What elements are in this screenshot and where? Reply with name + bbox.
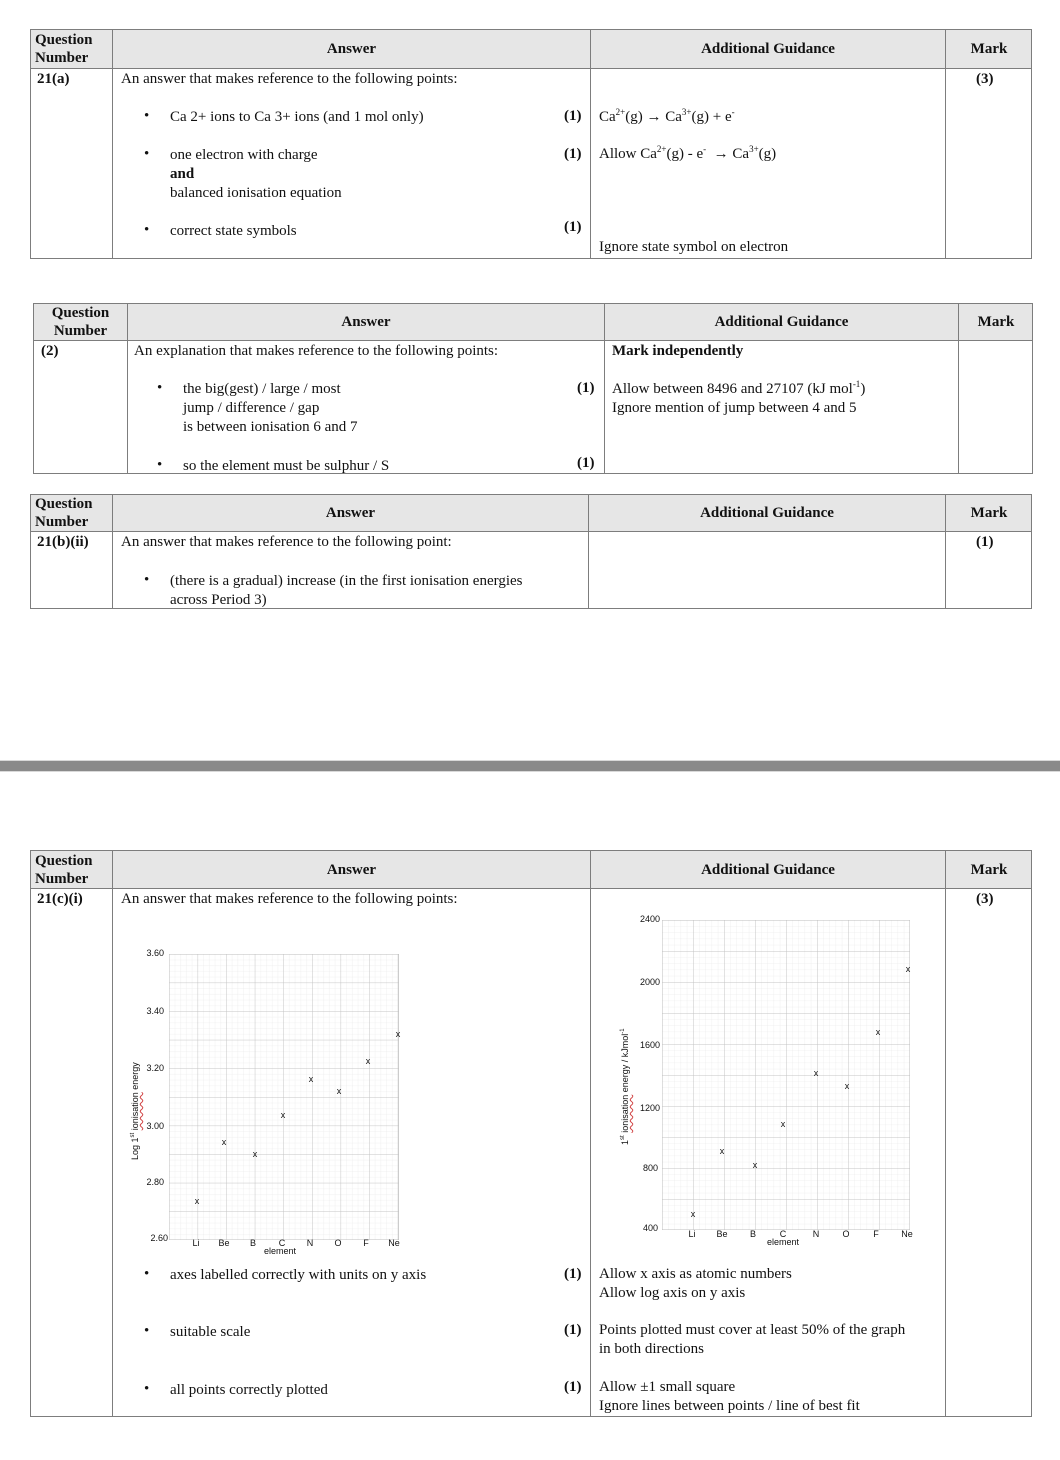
header-guidance: Additional Guidance (701, 862, 835, 878)
column-divider (112, 30, 113, 258)
data-point-c: x (780, 1119, 786, 1129)
data-point-f: x (365, 1056, 371, 1066)
bullet-icon: • (157, 457, 163, 473)
header-question-number: Question Number (35, 32, 93, 66)
guidance-text: Allow log axis on y axis (599, 1285, 746, 1301)
guidance-text: Ignore mention of jump between 4 and 5 (612, 400, 857, 416)
total-mark: (3) (976, 891, 994, 907)
column-divider (590, 851, 591, 1416)
header-answer: Answer (325, 505, 376, 521)
guidance-allow-range: Allow between 8496 and 27107 (kJ mol$^{-1}$) (612, 379, 866, 397)
x-tick: N (812, 1229, 820, 1239)
guidance-text: Allow ±1 small square (599, 1379, 736, 1395)
answer-point: axes labelled correctly with units on y axis (170, 1267, 427, 1283)
x-tick: N (306, 1238, 314, 1248)
bullet-icon: • (144, 108, 150, 124)
answer-point: suitable scale (170, 1324, 251, 1340)
answer-point: one electron with charge (170, 147, 318, 163)
header-mark: Mark (977, 314, 1015, 330)
x-tick: O (334, 1238, 342, 1248)
bullet-icon: • (144, 222, 150, 238)
point-mark: (1) (564, 1379, 582, 1395)
bullet-icon: • (144, 1323, 150, 1339)
guidance-equation: $Ca^{2+}(g) \to Ca^{3+}(g) + e^-$ (599, 107, 735, 125)
header-guidance: Additional Guidance (700, 505, 834, 521)
y-tick: 2000 (639, 977, 660, 987)
y-tick: 2400 (639, 914, 660, 924)
x-tick: Be (218, 1238, 230, 1248)
data-point-b: x (752, 1160, 758, 1170)
guidance-mark-independently: Mark independently (612, 343, 744, 359)
guidance-text: in both directions (599, 1341, 704, 1357)
data-point-be: x (221, 1137, 227, 1147)
answer-point: jump / difference / gap (183, 400, 320, 416)
answer-intro: An answer that makes reference to the following points: (121, 71, 458, 87)
column-divider (945, 30, 946, 258)
data-point-o: x (336, 1086, 342, 1096)
guidance-allow-equation: Allow $Ca^{2+}(g) - e^- \to Ca^{3+}(g)$ (599, 144, 777, 162)
data-point-be: x (719, 1146, 725, 1156)
question-number: (2) (41, 343, 59, 359)
guidance-text: Ignore lines between points / line of best fit (599, 1398, 860, 1414)
data-point-ne: x (395, 1029, 401, 1039)
data-point-n: x (813, 1068, 819, 1078)
total-mark: (3) (976, 71, 994, 87)
point-mark: (1) (564, 1322, 582, 1338)
y-tick: 400 (642, 1223, 658, 1233)
header-answer: Answer (326, 862, 377, 878)
data-point-ne: x (905, 964, 911, 974)
answer-point: correct state symbols (170, 223, 297, 239)
answer-point: so the element must be sulphur / S (183, 458, 390, 474)
y-tick: 3.20 (146, 1063, 164, 1073)
column-divider (112, 851, 113, 1416)
x-tick: B (749, 1229, 756, 1239)
answer-point: across Period 3) (170, 592, 267, 608)
header-answer: Answer (341, 314, 391, 330)
answer-intro: An answer that makes reference to the following points: (121, 891, 458, 907)
answer-point: (there is a gradual) increase (in the first ionisation energies (170, 573, 523, 589)
y-tick: 1600 (639, 1040, 660, 1050)
header-guidance: Additional Guidance (714, 314, 849, 330)
x-tick: Li (688, 1229, 696, 1239)
x-tick: B (249, 1238, 256, 1248)
y-tick: 2.80 (146, 1177, 164, 1187)
guidance-text: Points plotted must cover at least 50% of the graph (599, 1322, 906, 1338)
y-axis-label: Log 1st ionisation energy (130, 1062, 140, 1160)
header-guidance: Additional Guidance (701, 41, 835, 57)
bullet-icon: • (157, 380, 163, 396)
markscheme-table-21bii (30, 494, 1032, 609)
data-point-o: x (844, 1081, 850, 1091)
column-divider (945, 851, 946, 1416)
y-axis-label: 1st ionisation energy / kJmol$^{-1}$ (620, 1028, 630, 1145)
y-tick: 2.60 (150, 1233, 168, 1243)
total-mark: (1) (976, 534, 994, 550)
page-separator (0, 760, 1060, 772)
bullet-icon: • (144, 1266, 150, 1282)
data-point-n: x (308, 1074, 314, 1084)
guidance-text: Ignore state symbol on electron (599, 239, 789, 255)
answer-point-and: and (170, 166, 195, 182)
bullet-icon: • (144, 572, 150, 588)
data-point-b: x (252, 1149, 258, 1159)
header-question-number: Question Number (51, 305, 110, 339)
answer-intro: An explanation that makes reference to the following points: (134, 343, 499, 359)
graph-paper-grid (169, 954, 399, 1240)
column-divider (590, 30, 591, 258)
point-mark: (1) (564, 146, 582, 162)
markscheme-table-21a (30, 29, 1032, 259)
y-tick: 1200 (639, 1103, 660, 1113)
point-mark: (1) (577, 455, 595, 471)
x-axis-label: element (766, 1237, 800, 1247)
question-number: 21(c)(i) (37, 891, 83, 907)
y-tick: 800 (642, 1163, 658, 1173)
header-answer: Answer (326, 41, 377, 57)
x-tick: C (779, 1229, 787, 1239)
markscheme-table-2 (33, 303, 1033, 474)
point-mark: (1) (577, 380, 595, 396)
x-tick: Li (192, 1238, 200, 1248)
answer-point: all points correctly plotted (170, 1382, 328, 1398)
bullet-icon: • (144, 146, 150, 162)
x-tick: Ne (388, 1238, 400, 1248)
answer-point: the big(gest) / large / most (183, 381, 341, 397)
data-point-f: x (875, 1027, 881, 1037)
graph-paper-grid (662, 920, 910, 1230)
answer-point: Ca 2+ ions to Ca 3+ ions (and 1 mol only) (170, 109, 424, 125)
data-point-li: x (690, 1209, 696, 1219)
y-tick: 3.00 (146, 1121, 164, 1131)
point-mark: (1) (564, 108, 582, 124)
answer-point: balanced ionisation equation (170, 185, 342, 201)
guidance-text: Allow x axis as atomic numbers (599, 1266, 792, 1282)
header-mark: Mark (970, 41, 1008, 57)
y-tick: 3.40 (146, 1006, 164, 1016)
x-tick: Ne (901, 1229, 913, 1239)
header-mark: Mark (970, 862, 1008, 878)
x-axis-label: element (263, 1246, 297, 1256)
header-question-number: Question Number (35, 853, 93, 887)
x-tick: Be (716, 1229, 728, 1239)
y-tick: 3.60 (146, 948, 164, 958)
x-tick: F (873, 1229, 879, 1239)
x-tick: F (363, 1238, 369, 1248)
question-number: 21(a) (37, 71, 70, 87)
header-question-number: Question Number (35, 496, 93, 530)
point-mark: (1) (564, 1266, 582, 1282)
point-mark: (1) (564, 219, 582, 235)
bullet-icon: • (144, 1381, 150, 1397)
answer-intro: An answer that makes reference to the following point: (121, 534, 452, 550)
x-tick: O (842, 1229, 850, 1239)
header-mark: Mark (970, 505, 1008, 521)
data-point-c: x (280, 1110, 286, 1120)
question-number: 21(b)(ii) (37, 534, 89, 550)
x-tick: C (278, 1238, 286, 1248)
answer-point: is between ionisation 6 and 7 (183, 419, 358, 435)
data-point-li: x (194, 1196, 200, 1206)
